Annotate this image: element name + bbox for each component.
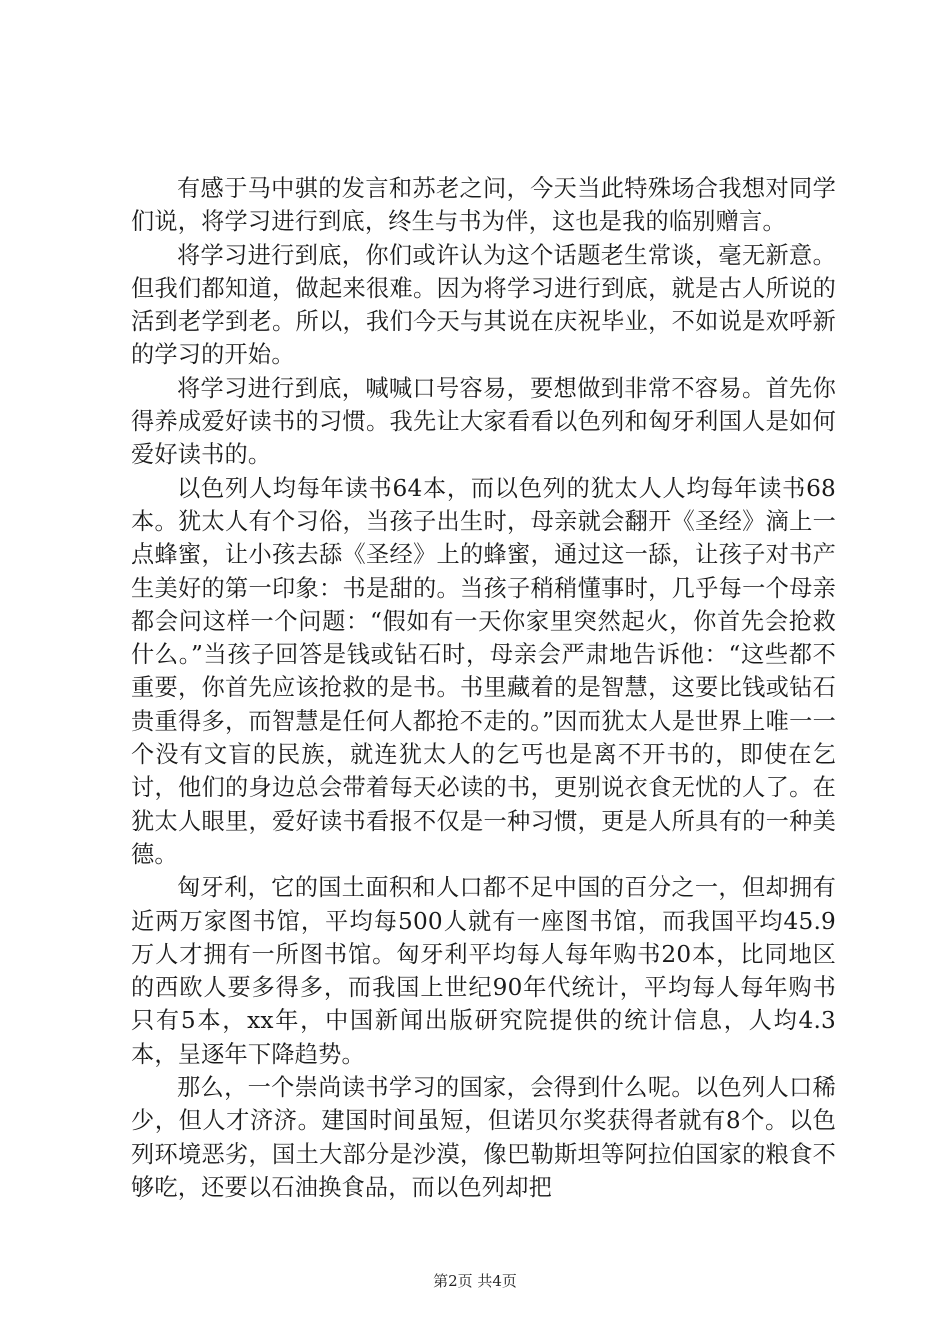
paragraph-4: 以色列人均每年读书64本，而以色列的犹太人人均每年读书68本。犹太人有个习俗，当孩子出生时，母亲就会翻开《圣经》滴上一点蜂蜜，让小孩去舔《圣经》上的蜂蜜，通过这一舔，让孩子对书产生美好的第一印象：书是甜的。当孩子稍稍懂事时，几乎每一个母亲都会问这样一个问题：“假如有一天你家里突然起火，你首先会抢救什么。”当孩子回答是钱或钻石时，母亲会严肃地告诉他：“这些都不重要，你首先应该抢救的是书。书里藏着的是智慧，这要比钱或钻石贵重得多，而智慧是任何人都抢不走的。”因而犹太人是世界上唯一一个没有文盲的民族，就连犹太人的乞丐也是离不开书的，即使在乞讨，他们的身边总会带着每天必读的书，更别说衣食无忧的人了。在犹太人眼里，爱好读书看报不仅是一种习惯，更是人所具有的一种美德。 [131,474,836,868]
paragraph-3: 将学习进行到底，喊喊口号容易，要想做到非常不容易。首先你得养成爱好读书的习惯。我先让大家看看以色列和匈牙利国人是如何爱好读书的。 [131,374,836,469]
page-footer: 第2页 共4页 [433,1272,517,1290]
paragraph-1: 有感于马中骐的发言和苏老之问，今天当此特殊场合我想对同学们说，将学习进行到底，终生与书为伴，这也是我的临别赠言。 [131,175,836,236]
paragraph-6: 那么，一个崇尚读书学习的国家，会得到什么呢。以色列人口稀少，但人才济济。建国时间虽短，但诺贝尔奖获得者就有8个。以色列环境恶劣，国土大部分是沙漠，像巴勒斯坦等阿拉伯国家的粮食不够吃，还要以石油换食品，而以色列却把 [131,1074,836,1201]
paragraph-5: 匈牙利，它的国土面积和人口都不足中国的百分之一，但却拥有近两万家图书馆，平均每500人就有一座图书馆，而我国平均45.9万人才拥有一所图书馆。匈牙利平均每人每年购书20本，比同地区的西欧人要多得多，而我国上世纪90年代统计，平均每人每年购书只有5本，xx年，中国新闻出版研究院提供的统计信息，人均4.3本，呈逐年下降趋势。 [131,874,836,1068]
paragraph-2: 将学习进行到底，你们或许认为这个话题老生常谈，毫无新意。但我们都知道，做起来很难。因为将学习进行到底，就是古人所说的活到老学到老。所以，我们今天与其说在庆祝毕业，不如说是欢呼新的学习的开始。 [131,241,836,369]
document-body [131,172,836,1204]
